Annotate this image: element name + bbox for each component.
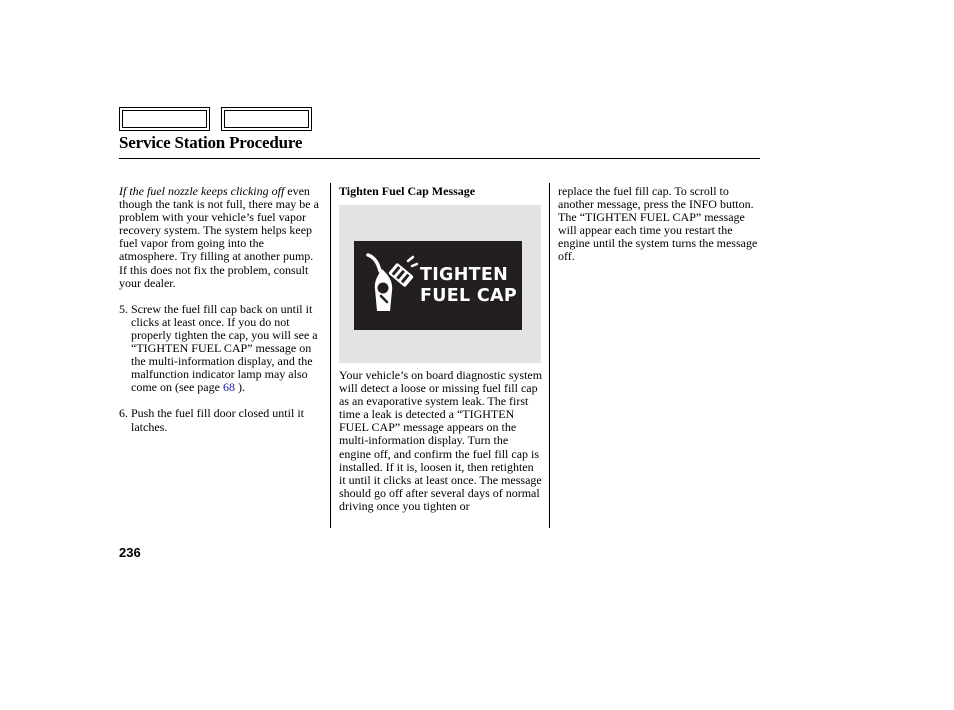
- display-figure: [339, 205, 541, 363]
- intro-text: even though the tank is not full, there may be a problem with your vehicle’s fuel vapor recovery system. The system helps keep fuel vapor from going into the atmosphere. Try filling at another pump. If this does not fix the problem, consult your dealer.: [119, 184, 319, 290]
- step-5-tail: ).: [234, 380, 245, 395]
- message-description: Your vehicle’s on board diagnostic system will detect a loose or missing fuel fill cap as an evaporative system leak. The first time a leak is detected a “TIGHTEN FUEL CAP” message appears on the multi-information display. Turn the engine off, and confirm the fuel fill cap is installed. If it is, loosen it, then retighten it until it clicks at least once. The message should go off after several days of normal driving once you tighten or: [339, 368, 543, 513]
- step-5-text: 5. Screw the fuel fill cap back on until it clicks at least once. If you do not properly tighten the cap, you will see a “TIGHTEN FUEL CAP” message on the multi-information display, and the malfunction indicator lamp may also come on (see page: [119, 301, 318, 395]
- column-left: [119, 185, 323, 434]
- message-continuation: replace the fuel fill cap. To scroll to another message, press the INFO button. The “TIGHTEN FUEL CAP” message will appear each time you restart the engine until the system turns the message off.: [558, 184, 758, 264]
- step-6: 6. Push the fuel fill door closed until it latches.: [119, 406, 304, 434]
- intro-paragraph: [119, 185, 323, 290]
- column-right: [558, 185, 762, 264]
- column-divider: [549, 183, 550, 528]
- section-heading: Tighten Fuel Cap Message: [339, 184, 476, 198]
- column-middle: [339, 185, 543, 198]
- previous-section-button[interactable]: [119, 107, 210, 131]
- step-5: [119, 303, 323, 395]
- title-divider: [119, 158, 760, 159]
- page-reference-link[interactable]: 68: [222, 380, 235, 395]
- page-number: 236: [119, 545, 141, 560]
- next-section-button[interactable]: [221, 107, 312, 131]
- column-middle-body: [339, 369, 543, 513]
- display-message: [420, 265, 517, 307]
- multi-information-display: [354, 241, 522, 330]
- intro-italic-lead: If the fuel nozzle keeps clicking off: [119, 184, 285, 198]
- fuel-cap-icon: [360, 251, 418, 319]
- column-divider: [330, 183, 331, 528]
- display-line-1: TIGHTEN: [420, 265, 509, 285]
- display-line-2: FUEL CAP: [420, 286, 517, 306]
- page-title: Service Station Procedure: [119, 133, 303, 152]
